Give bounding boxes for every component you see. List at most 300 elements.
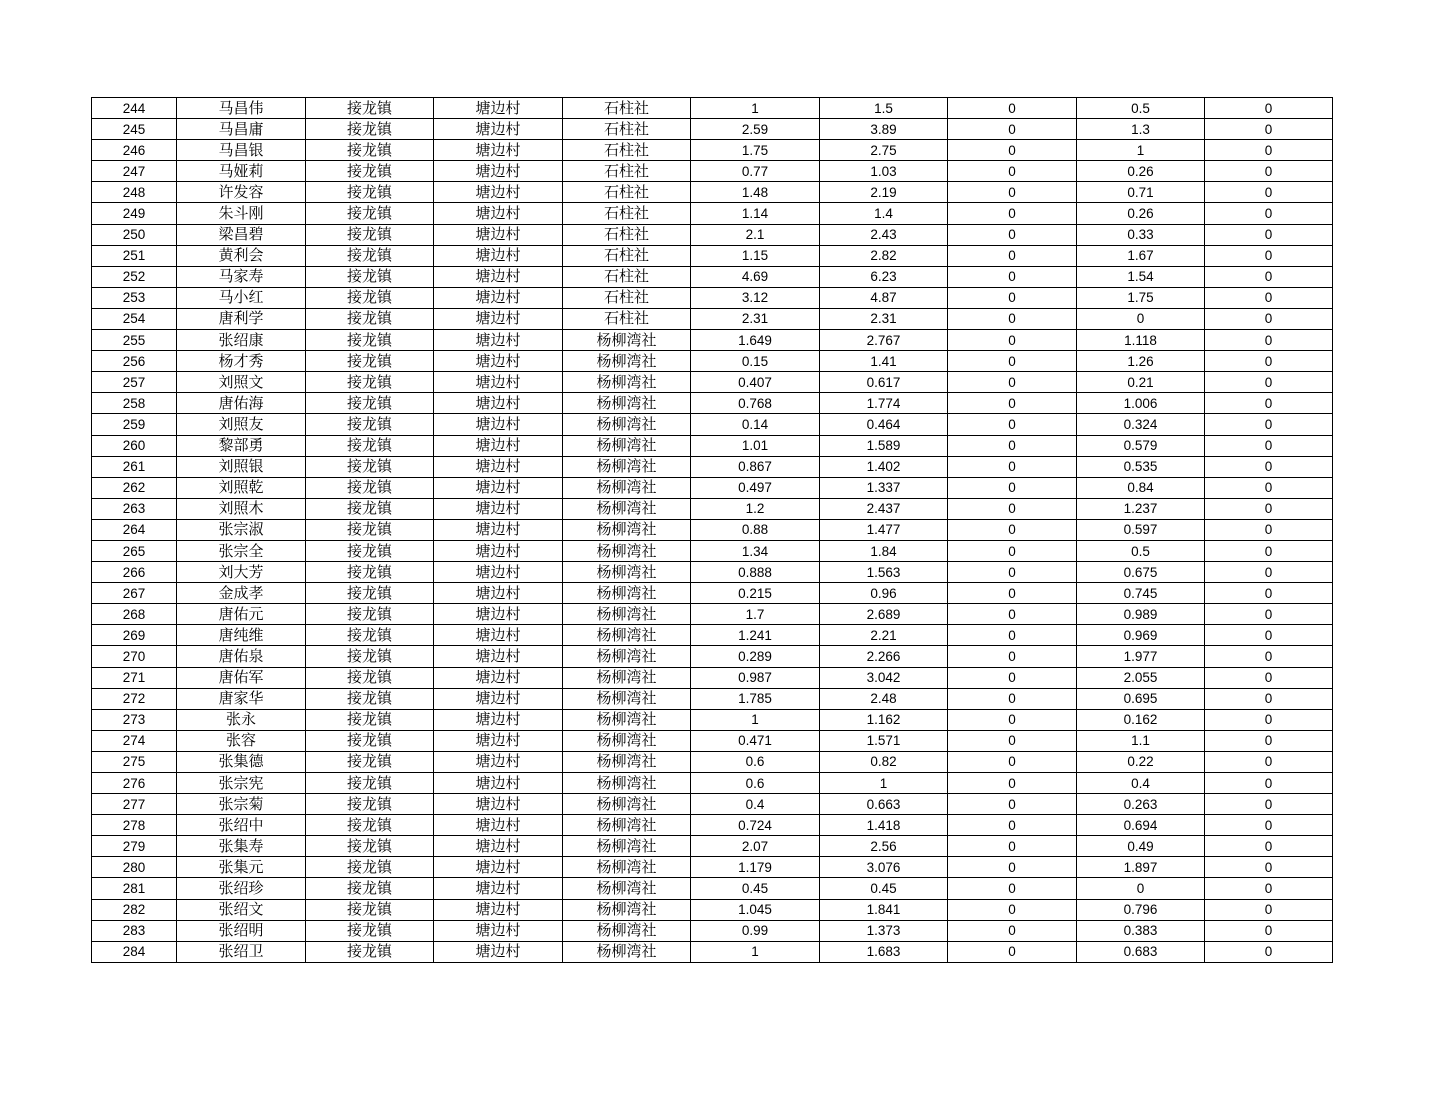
cell-row-number: 263 [92,498,177,519]
cell-value-b: 1.84 [820,540,948,561]
cell-value-e: 0 [1205,435,1333,456]
cell-group: 杨柳湾社 [563,815,691,836]
cell-value-b: 2.48 [820,688,948,709]
cell-town: 接龙镇 [306,519,434,540]
cell-value-b: 1.571 [820,730,948,751]
cell-village: 塘边村 [434,245,563,266]
cell-group: 石柱社 [563,161,691,182]
cell-name: 唐利学 [177,308,306,329]
cell-town: 接龙镇 [306,751,434,772]
cell-value-d: 0.694 [1077,815,1205,836]
cell-row-number: 275 [92,751,177,772]
cell-value-a: 1.34 [691,540,820,561]
table-row [92,857,1333,878]
cell-row-number: 248 [92,182,177,203]
cell-town: 接龙镇 [306,161,434,182]
cell-value-c: 0 [948,203,1077,224]
cell-value-d: 0.5 [1077,540,1205,561]
cell-row-number: 270 [92,646,177,667]
cell-value-a: 1.2 [691,498,820,519]
table-row [92,393,1333,414]
cell-value-a: 0.471 [691,730,820,751]
cell-value-e: 0 [1205,393,1333,414]
cell-value-a: 1.7 [691,604,820,625]
cell-village: 塘边村 [434,287,563,308]
table-row [92,625,1333,646]
cell-value-e: 0 [1205,477,1333,498]
cell-village: 塘边村 [434,456,563,477]
cell-row-number: 284 [92,941,177,962]
cell-name: 张集寿 [177,836,306,857]
cell-value-e: 0 [1205,667,1333,688]
cell-value-a: 0.6 [691,751,820,772]
table-row [92,98,1333,119]
cell-group: 杨柳湾社 [563,730,691,751]
cell-value-a: 0.867 [691,456,820,477]
table-body [92,98,1333,963]
cell-value-c: 0 [948,98,1077,119]
cell-value-a: 1.14 [691,203,820,224]
cell-town: 接龙镇 [306,773,434,794]
cell-row-number: 268 [92,604,177,625]
cell-row-number: 273 [92,709,177,730]
cell-group: 杨柳湾社 [563,456,691,477]
cell-value-d: 0.49 [1077,836,1205,857]
cell-value-d: 0.84 [1077,477,1205,498]
cell-value-c: 0 [948,836,1077,857]
cell-value-a: 0.99 [691,920,820,941]
cell-value-e: 0 [1205,857,1333,878]
cell-value-d: 0.26 [1077,203,1205,224]
cell-value-a: 1.75 [691,140,820,161]
cell-value-c: 0 [948,751,1077,772]
cell-value-e: 0 [1205,245,1333,266]
table-row [92,878,1333,899]
cell-value-b: 1.5 [820,98,948,119]
cell-group: 石柱社 [563,203,691,224]
cell-value-a: 0.88 [691,519,820,540]
cell-village: 塘边村 [434,393,563,414]
cell-name: 朱斗刚 [177,203,306,224]
cell-row-number: 245 [92,119,177,140]
cell-value-c: 0 [948,688,1077,709]
cell-value-d: 0.675 [1077,562,1205,583]
cell-village: 塘边村 [434,646,563,667]
cell-row-number: 261 [92,456,177,477]
cell-village: 塘边村 [434,203,563,224]
cell-value-e: 0 [1205,941,1333,962]
cell-town: 接龙镇 [306,646,434,667]
table-row [92,224,1333,245]
cell-group: 杨柳湾社 [563,498,691,519]
cell-value-c: 0 [948,773,1077,794]
cell-value-b: 1.418 [820,815,948,836]
cell-value-b: 2.21 [820,625,948,646]
table-row [92,372,1333,393]
cell-town: 接龙镇 [306,625,434,646]
cell-value-d: 0.5 [1077,98,1205,119]
cell-value-c: 0 [948,435,1077,456]
cell-group: 杨柳湾社 [563,646,691,667]
cell-value-b: 2.82 [820,245,948,266]
cell-value-b: 1.589 [820,435,948,456]
cell-value-e: 0 [1205,372,1333,393]
cell-value-e: 0 [1205,920,1333,941]
cell-village: 塘边村 [434,351,563,372]
cell-value-b: 2.31 [820,308,948,329]
cell-village: 塘边村 [434,920,563,941]
cell-value-b: 2.43 [820,224,948,245]
cell-value-a: 1 [691,98,820,119]
cell-value-e: 0 [1205,351,1333,372]
cell-name: 马昌银 [177,140,306,161]
cell-value-a: 0.6 [691,773,820,794]
cell-value-e: 0 [1205,878,1333,899]
table-row [92,730,1333,751]
cell-village: 塘边村 [434,414,563,435]
cell-value-e: 0 [1205,266,1333,287]
cell-row-number: 250 [92,224,177,245]
cell-value-d: 0.796 [1077,899,1205,920]
cell-value-e: 0 [1205,161,1333,182]
cell-value-d: 1.237 [1077,498,1205,519]
cell-value-b: 1.03 [820,161,948,182]
cell-name: 马小红 [177,287,306,308]
cell-value-d: 0.969 [1077,625,1205,646]
cell-value-c: 0 [948,941,1077,962]
cell-value-d: 0.597 [1077,519,1205,540]
cell-value-c: 0 [948,920,1077,941]
cell-value-c: 0 [948,287,1077,308]
cell-value-c: 0 [948,604,1077,625]
cell-value-b: 0.663 [820,794,948,815]
cell-value-c: 0 [948,730,1077,751]
cell-value-d: 1.3 [1077,119,1205,140]
cell-value-b: 1.4 [820,203,948,224]
cell-value-b: 1.774 [820,393,948,414]
cell-group: 石柱社 [563,308,691,329]
cell-town: 接龙镇 [306,266,434,287]
cell-value-c: 0 [948,308,1077,329]
cell-row-number: 276 [92,773,177,794]
cell-group: 杨柳湾社 [563,899,691,920]
cell-value-d: 1.006 [1077,393,1205,414]
cell-value-a: 0.289 [691,646,820,667]
table-row [92,351,1333,372]
cell-value-b: 2.266 [820,646,948,667]
cell-value-d: 0.263 [1077,794,1205,815]
cell-value-b: 0.464 [820,414,948,435]
cell-name: 马家寿 [177,266,306,287]
cell-value-d: 0.22 [1077,751,1205,772]
cell-value-e: 0 [1205,519,1333,540]
cell-group: 杨柳湾社 [563,330,691,351]
cell-name: 张容 [177,730,306,751]
cell-value-b: 1 [820,773,948,794]
cell-group: 杨柳湾社 [563,941,691,962]
cell-group: 杨柳湾社 [563,393,691,414]
cell-village: 塘边村 [434,625,563,646]
cell-group: 杨柳湾社 [563,625,691,646]
cell-name: 唐佑泉 [177,646,306,667]
cell-value-d: 0 [1077,308,1205,329]
cell-value-b: 1.41 [820,351,948,372]
table-row [92,414,1333,435]
cell-value-c: 0 [948,393,1077,414]
cell-village: 塘边村 [434,182,563,203]
table-row [92,540,1333,561]
table-row [92,562,1333,583]
cell-value-c: 0 [948,625,1077,646]
cell-value-b: 2.689 [820,604,948,625]
cell-value-d: 1 [1077,140,1205,161]
cell-village: 塘边村 [434,730,563,751]
cell-value-d: 0 [1077,878,1205,899]
cell-town: 接龙镇 [306,815,434,836]
cell-value-a: 2.31 [691,308,820,329]
cell-group: 杨柳湾社 [563,688,691,709]
table-row [92,203,1333,224]
cell-value-b: 2.437 [820,498,948,519]
cell-value-a: 2.59 [691,119,820,140]
table-row [92,140,1333,161]
cell-name: 刘照文 [177,372,306,393]
cell-value-a: 2.07 [691,836,820,857]
cell-value-e: 0 [1205,751,1333,772]
cell-town: 接龙镇 [306,182,434,203]
table-row [92,709,1333,730]
cell-value-e: 0 [1205,773,1333,794]
table-row [92,583,1333,604]
cell-value-b: 4.87 [820,287,948,308]
cell-value-c: 0 [948,794,1077,815]
cell-town: 接龙镇 [306,688,434,709]
cell-value-d: 0.324 [1077,414,1205,435]
cell-value-b: 1.841 [820,899,948,920]
cell-village: 塘边村 [434,540,563,561]
cell-value-b: 1.337 [820,477,948,498]
cell-village: 塘边村 [434,477,563,498]
cell-value-d: 0.383 [1077,920,1205,941]
cell-village: 塘边村 [434,98,563,119]
cell-value-b: 1.683 [820,941,948,962]
table-row [92,477,1333,498]
cell-village: 塘边村 [434,519,563,540]
cell-group: 杨柳湾社 [563,878,691,899]
cell-value-a: 0.45 [691,878,820,899]
cell-town: 接龙镇 [306,730,434,751]
cell-value-b: 2.56 [820,836,948,857]
cell-village: 塘边村 [434,836,563,857]
cell-group: 杨柳湾社 [563,836,691,857]
cell-value-d: 0.71 [1077,182,1205,203]
cell-row-number: 254 [92,308,177,329]
cell-village: 塘边村 [434,330,563,351]
cell-value-a: 1.15 [691,245,820,266]
cell-value-e: 0 [1205,625,1333,646]
cell-name: 刘照乾 [177,477,306,498]
table-row [92,688,1333,709]
cell-value-e: 0 [1205,308,1333,329]
cell-value-a: 1.179 [691,857,820,878]
cell-row-number: 257 [92,372,177,393]
cell-value-e: 0 [1205,899,1333,920]
table-row [92,330,1333,351]
cell-value-c: 0 [948,456,1077,477]
cell-village: 塘边村 [434,815,563,836]
cell-value-c: 0 [948,540,1077,561]
cell-row-number: 259 [92,414,177,435]
cell-group: 杨柳湾社 [563,773,691,794]
cell-row-number: 247 [92,161,177,182]
cell-value-e: 0 [1205,815,1333,836]
table-row [92,794,1333,815]
cell-row-number: 252 [92,266,177,287]
data-table [91,97,1333,963]
cell-value-b: 1.477 [820,519,948,540]
table-row [92,119,1333,140]
cell-row-number: 269 [92,625,177,646]
cell-name: 张集德 [177,751,306,772]
cell-value-e: 0 [1205,794,1333,815]
cell-value-a: 0.724 [691,815,820,836]
table-row [92,498,1333,519]
cell-town: 接龙镇 [306,836,434,857]
cell-value-e: 0 [1205,688,1333,709]
cell-village: 塘边村 [434,857,563,878]
cell-group: 杨柳湾社 [563,583,691,604]
cell-value-e: 0 [1205,119,1333,140]
cell-row-number: 274 [92,730,177,751]
cell-name: 张绍卫 [177,941,306,962]
cell-village: 塘边村 [434,161,563,182]
cell-row-number: 282 [92,899,177,920]
cell-value-b: 1.402 [820,456,948,477]
cell-value-b: 6.23 [820,266,948,287]
cell-value-e: 0 [1205,456,1333,477]
cell-row-number: 246 [92,140,177,161]
cell-value-a: 1.649 [691,330,820,351]
cell-value-b: 3.076 [820,857,948,878]
cell-value-a: 1 [691,709,820,730]
cell-value-c: 0 [948,477,1077,498]
cell-value-e: 0 [1205,498,1333,519]
cell-value-a: 0.987 [691,667,820,688]
cell-town: 接龙镇 [306,98,434,119]
cell-value-e: 0 [1205,98,1333,119]
table-row [92,815,1333,836]
cell-name: 金成孝 [177,583,306,604]
cell-value-b: 2.19 [820,182,948,203]
cell-row-number: 271 [92,667,177,688]
cell-town: 接龙镇 [306,878,434,899]
cell-value-c: 0 [948,372,1077,393]
cell-row-number: 253 [92,287,177,308]
cell-group: 石柱社 [563,224,691,245]
cell-name: 张宗菊 [177,794,306,815]
cell-group: 石柱社 [563,140,691,161]
table-row [92,899,1333,920]
cell-town: 接龙镇 [306,414,434,435]
cell-value-e: 0 [1205,836,1333,857]
cell-group: 杨柳湾社 [563,604,691,625]
cell-town: 接龙镇 [306,203,434,224]
table-row [92,266,1333,287]
cell-value-a: 1.48 [691,182,820,203]
cell-value-d: 2.055 [1077,667,1205,688]
cell-name: 刘照木 [177,498,306,519]
cell-value-e: 0 [1205,182,1333,203]
cell-group: 杨柳湾社 [563,351,691,372]
table-row [92,941,1333,962]
cell-name: 张绍明 [177,920,306,941]
cell-town: 接龙镇 [306,498,434,519]
cell-value-c: 0 [948,330,1077,351]
cell-value-a: 1.045 [691,899,820,920]
cell-town: 接龙镇 [306,330,434,351]
cell-value-c: 0 [948,562,1077,583]
cell-value-a: 2.1 [691,224,820,245]
cell-value-e: 0 [1205,604,1333,625]
cell-value-e: 0 [1205,140,1333,161]
cell-village: 塘边村 [434,140,563,161]
cell-village: 塘边村 [434,308,563,329]
cell-town: 接龙镇 [306,351,434,372]
cell-name: 张绍康 [177,330,306,351]
cell-value-d: 1.977 [1077,646,1205,667]
cell-group: 石柱社 [563,119,691,140]
cell-value-a: 0.497 [691,477,820,498]
cell-value-c: 0 [948,646,1077,667]
cell-value-c: 0 [948,245,1077,266]
cell-group: 石柱社 [563,245,691,266]
cell-row-number: 249 [92,203,177,224]
cell-value-c: 0 [948,161,1077,182]
cell-name: 许发容 [177,182,306,203]
cell-value-e: 0 [1205,562,1333,583]
cell-value-d: 1.54 [1077,266,1205,287]
cell-group: 石柱社 [563,266,691,287]
cell-village: 塘边村 [434,583,563,604]
cell-group: 杨柳湾社 [563,540,691,561]
cell-row-number: 280 [92,857,177,878]
cell-village: 塘边村 [434,899,563,920]
cell-value-c: 0 [948,498,1077,519]
cell-town: 接龙镇 [306,857,434,878]
cell-name: 张绍中 [177,815,306,836]
cell-village: 塘边村 [434,372,563,393]
table-row [92,667,1333,688]
cell-row-number: 267 [92,583,177,604]
cell-value-e: 0 [1205,583,1333,604]
cell-group: 杨柳湾社 [563,372,691,393]
cell-value-b: 1.373 [820,920,948,941]
cell-group: 杨柳湾社 [563,519,691,540]
cell-value-a: 4.69 [691,266,820,287]
cell-value-d: 0.21 [1077,372,1205,393]
cell-value-c: 0 [948,414,1077,435]
cell-value-a: 0.15 [691,351,820,372]
cell-village: 塘边村 [434,794,563,815]
cell-value-a: 1.01 [691,435,820,456]
cell-row-number: 266 [92,562,177,583]
cell-group: 杨柳湾社 [563,414,691,435]
cell-row-number: 279 [92,836,177,857]
cell-village: 塘边村 [434,667,563,688]
cell-town: 接龙镇 [306,562,434,583]
cell-town: 接龙镇 [306,119,434,140]
cell-row-number: 265 [92,540,177,561]
